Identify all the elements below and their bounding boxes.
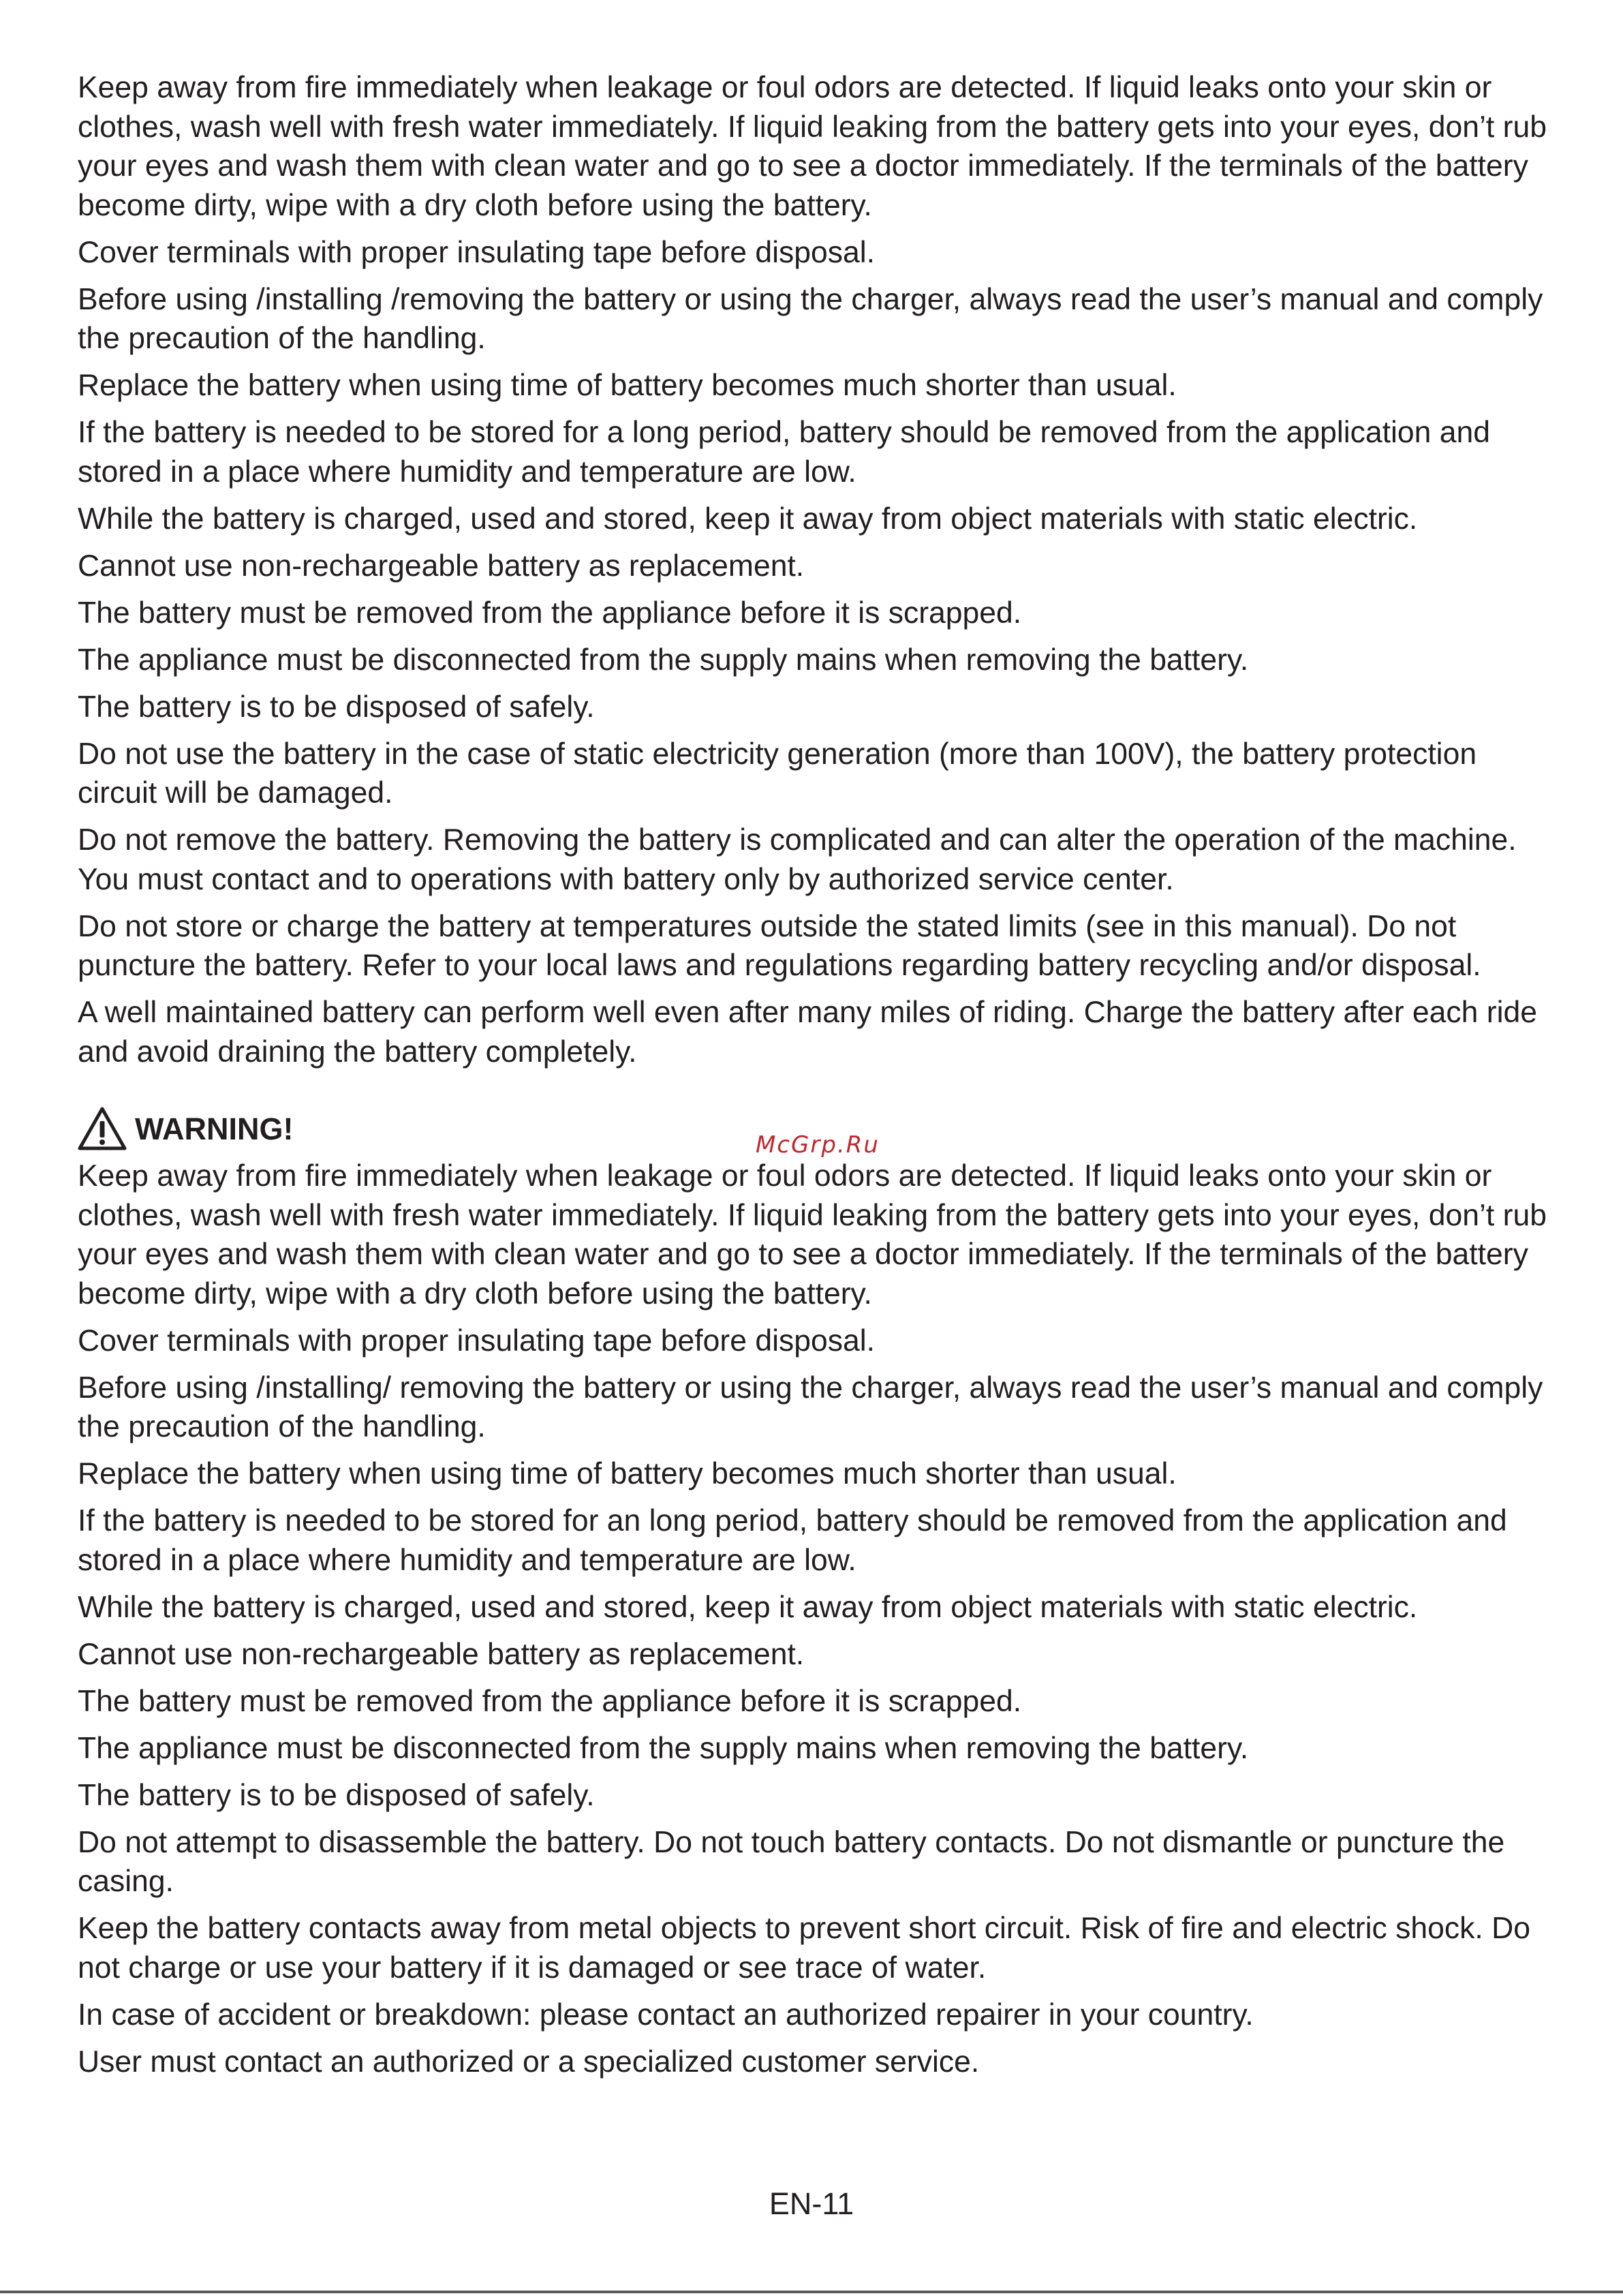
instruction-paragraph: If the battery is needed to be stored for a long period, battery should be removed from the application and stored in a place where humidity and temperature are low. <box>78 416 1491 489</box>
instruction-paragraph: The battery must be removed from the appliance before it is scrapped. <box>78 596 1022 630</box>
warning-paragraph: If the battery is needed to be stored for an long period, battery should be removed from the application and stored in a place where humidity and temperature are low. <box>78 1504 1507 1577</box>
warning-paragraph: The battery is to be disposed of safely. <box>78 1778 595 1812</box>
warning-paragraph: Keep away from fire immediately when leakage or foul odors are detected. If liquid leaks onto your skin or clothes, wash well with fresh water immediately. If liquid leaking from the battery gets into your eyes, don’t rub your eyes and wash them with clean water and go to see a doctor immediately. If the terminals of the battery become dirty, wipe with a dry cloth before using the battery. <box>78 1159 1547 1311</box>
instruction-paragraph: A well maintained battery can perform well even after many miles of riding. Charge the battery after each ride and avoid draining the battery completely. <box>78 996 1537 1069</box>
warning-paragraph: Cannot use non-rechargeable battery as replacement. <box>78 1637 805 1671</box>
warning-paragraph: While the battery is charged, used and stored, keep it away from object materials with static electric. <box>78 1590 1418 1624</box>
page-number: EN-11 <box>769 2186 854 2221</box>
warning-paragraph: Replace the battery when using time of battery becomes much shorter than usual. <box>78 1457 1177 1490</box>
watermark-text: McGrp.Ru <box>756 1131 880 1159</box>
instruction-paragraph: Cannot use non-rechargeable battery as replacement. <box>78 549 805 583</box>
instruction-paragraph: The battery is to be disposed of safely. <box>78 690 595 724</box>
warning-paragraph: In case of accident or breakdown: please contact an authorized repairer in your country. <box>78 1997 1254 2032</box>
warning-paragraph: The appliance must be disconnected from the supply mains when removing the battery. <box>78 1731 1249 1765</box>
bottom-divider <box>0 2291 1623 2293</box>
warning-paragraph: The battery must be removed from the appliance before it is scrapped. <box>78 1684 1022 1718</box>
instruction-paragraph: Cover terminals with proper insulating tape before disposal. <box>78 235 875 269</box>
warning-title: WARNING! <box>135 1111 294 1146</box>
instruction-paragraph: The appliance must be disconnected from the supply mains when removing the battery. <box>78 643 1249 677</box>
instruction-paragraph: Before using /installing /removing the battery or using the charger, always read the user’s manual and comply the precaution of the handling. <box>78 282 1543 355</box>
warning-triangle-icon <box>78 1106 127 1151</box>
instruction-paragraph: Keep away from fire immediately when leakage or foul odors are detected. If liquid leaks onto your skin or clothes, wash well with fresh water immediately. If liquid leaking from the battery gets into your eyes, don’t rub your eyes and wash them with clean water and go to see a doctor immediately. If the terminals of the battery become dirty, wipe with a dry cloth before using the battery. <box>78 71 1547 222</box>
instruction-paragraph: Do not store or charge the battery at temperatures outside the stated limits (see in this manual). Do not puncture the battery. Refer to your local laws and regulations regarding battery recycling and/or disposal. <box>78 909 1481 982</box>
instruction-paragraph: Do not use the battery in the case of static electricity generation (more than 100V), the battery protection circuit will be damaged. <box>78 737 1477 810</box>
warning-paragraph: Before using /installing/ removing the battery or using the charger, always read the user’s manual and comply the precaution of the handling. <box>78 1371 1543 1443</box>
warning-paragraph: Do not attempt to disassemble the battery. Do not touch battery contacts. Do not dismantle or puncture the casing. <box>78 1825 1505 1898</box>
warning-paragraph: Cover terminals with proper insulating tape before disposal. <box>78 1323 875 1358</box>
warning-paragraph: Keep the battery contacts away from metal objects to prevent short circuit. Risk of fire and electric shock. Do not charge or use your battery if it is damaged or see trace of water. <box>78 1912 1530 1985</box>
instruction-paragraph: Do not remove the battery. Removing the battery is complicated and can alter the operation of the machine. You must contact and to operations with battery only by authorized service center. <box>78 823 1517 896</box>
instruction-paragraph: While the battery is charged, used and stored, keep it away from object materials with static electric. <box>78 502 1418 536</box>
warning-paragraph: User must contact an authorized or a specialized customer service. <box>78 2045 980 2079</box>
instruction-paragraph: Replace the battery when using time of battery becomes much shorter than usual. <box>78 369 1177 402</box>
page-content <box>78 68 1555 2090</box>
battery-instructions-list <box>78 68 1555 1071</box>
warning-instructions-list <box>78 1157 1555 2081</box>
